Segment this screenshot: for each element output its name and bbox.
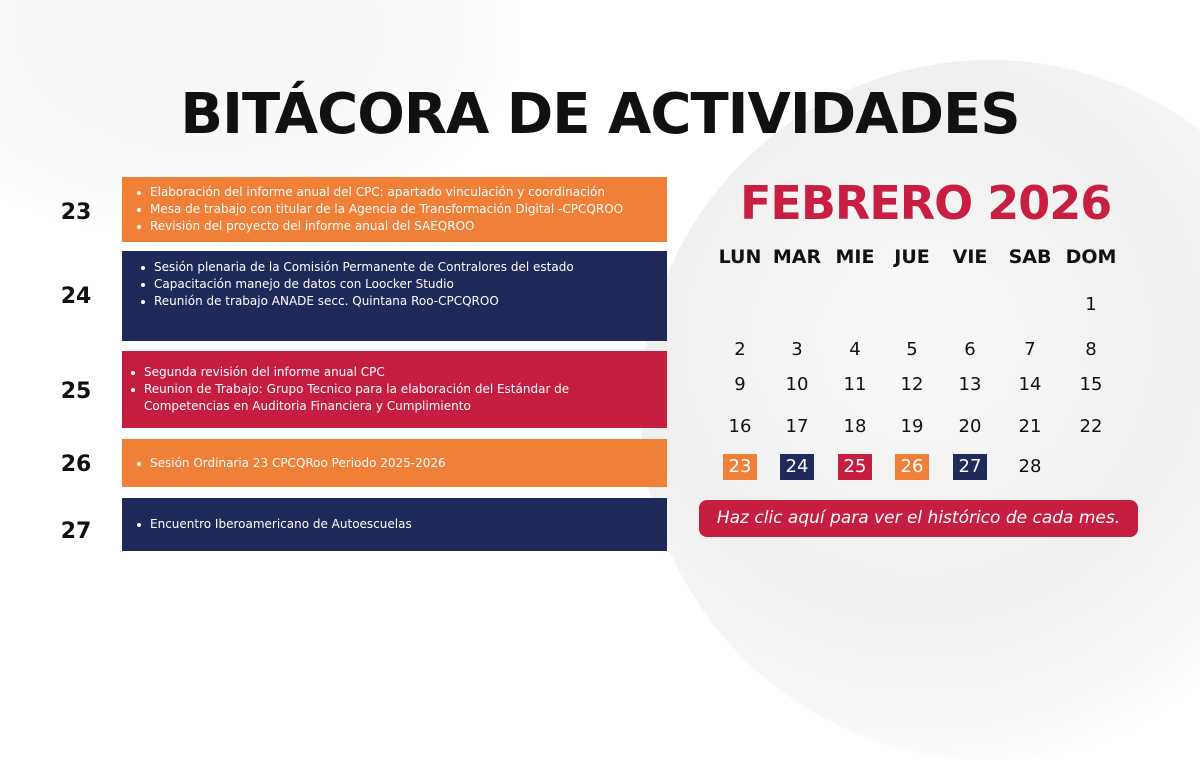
activity-item: Sesión plenaria de la Comisión Permanente de Contralores del estado [154, 259, 655, 276]
weekday-label: MIE [835, 246, 875, 268]
calendar-day: 20 [958, 416, 982, 437]
activity-card [122, 177, 667, 242]
calendar-day: 1 [1085, 294, 1097, 315]
activity-item: Sesión Ordinaria 23 CPCQRoo Periodo 2025-2026 [150, 455, 655, 472]
calendar-day: 5 [906, 339, 918, 360]
activity-card [122, 351, 667, 428]
activity-item: Reunion de Trabajo: Grupo Tecnico para la elaboración del Estándar de Competencias en Auditoria Financiera y Cumplimiento [144, 381, 655, 415]
activity-item: Reunión de trabajo ANADE secc. Quintana Roo-CPCQROO [154, 293, 655, 310]
activity-item: Encuentro Iberoamericano de Autoescuelas [150, 516, 655, 533]
activity-day-label: 23 [60, 200, 92, 225]
page-title: BITÁCORA DE ACTIVIDADES [180, 82, 1020, 147]
calendar-day: 16 [728, 416, 752, 437]
weekday-label: MAR [772, 246, 822, 268]
weekday-label: DOM [1065, 246, 1117, 268]
activity-day-label: 25 [60, 379, 92, 404]
calendar-day: 28 [1018, 456, 1042, 477]
calendar-day: 6 [964, 339, 976, 360]
calendar-day: 3 [791, 339, 803, 360]
calendar-day: 2 [734, 339, 746, 360]
calendar-day: 22 [1079, 416, 1103, 437]
activity-item: Elaboración del informe anual del CPC: apartado vinculación y coordinación [150, 184, 655, 201]
calendar-day-highlighted: 24 [780, 454, 814, 480]
calendar-day-highlighted: 25 [838, 454, 872, 480]
history-button[interactable]: Haz clic aquí para ver el histórico de cada mes. [699, 500, 1138, 537]
calendar-day: 13 [958, 374, 982, 395]
weekday-label: JUE [894, 246, 930, 268]
calendar-day: 19 [900, 416, 924, 437]
calendar-day: 21 [1018, 416, 1042, 437]
weekday-label: VIE [952, 246, 988, 268]
background-decoration [640, 60, 1200, 760]
activity-item: Segunda revisión del informe anual CPC [144, 364, 655, 381]
calendar-day: 18 [843, 416, 867, 437]
weekday-label: SAB [1008, 246, 1052, 268]
activity-day-label: 27 [60, 519, 92, 544]
activity-item: Capacitación manejo de datos con Loocker Studio [154, 276, 655, 293]
calendar-day: 17 [785, 416, 809, 437]
activity-day-label: 26 [60, 452, 92, 477]
calendar-day: 8 [1085, 339, 1097, 360]
activity-card [122, 251, 667, 341]
calendar-day: 9 [734, 374, 746, 395]
weekday-label: LUN [718, 246, 762, 268]
calendar-day: 15 [1079, 374, 1103, 395]
activity-card [122, 498, 667, 551]
calendar-day-highlighted: 26 [895, 454, 929, 480]
calendar-day: 4 [849, 339, 861, 360]
activity-item: Revisión del proyecto del informe anual del SAEQROO [150, 218, 655, 235]
calendar-day-highlighted: 23 [723, 454, 757, 480]
activity-day-label: 24 [60, 284, 92, 309]
calendar-day: 11 [843, 374, 867, 395]
activity-card [122, 439, 667, 487]
calendar-day: 10 [785, 374, 809, 395]
calendar-day: 12 [900, 374, 924, 395]
calendar-day-highlighted: 27 [953, 454, 987, 480]
calendar-day: 14 [1018, 374, 1042, 395]
activity-item: Mesa de trabajo con titular de la Agencia de Transformación Digital -CPCQROO [150, 201, 655, 218]
calendar-day: 7 [1024, 339, 1036, 360]
calendar-month-title: FEBRERO 2026 [740, 176, 1112, 230]
